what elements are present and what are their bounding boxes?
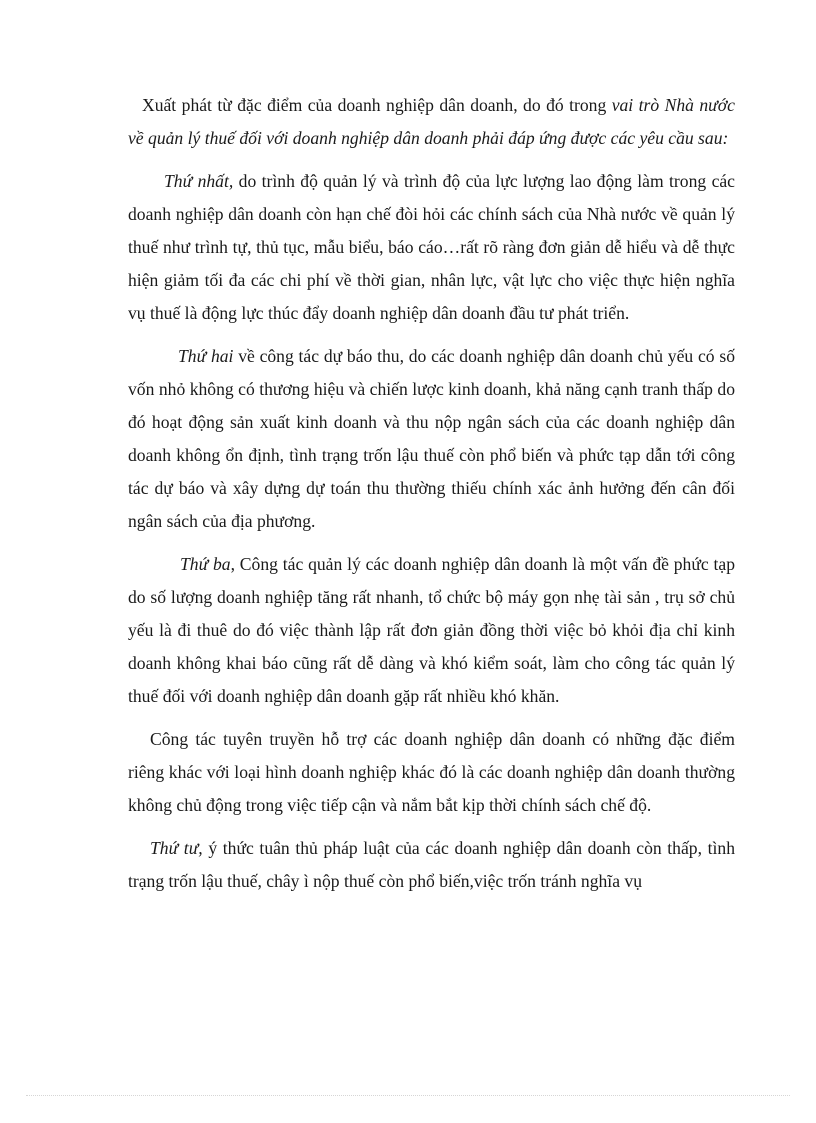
- third-point-text: , Công tác quản lý các doanh nghiệp dân doanh là một vấn đề phức tạp do số lượng doanh nghiệp tăng rất nhanh, tổ chức bộ máy gọn nhẹ tài sản , trụ sở chủ yếu là đi thuê do đó việc thành lập rất đơn giản đồng thời việc bỏ khỏi địa chỉ kinh doanh không khai báo cũng rất dễ dàng và khó kiểm soát, làm cho công tác quản lý thuế đối với doanh nghiệp dân doanh gặp rất nhiều khó khăn.: [128, 554, 735, 706]
- intro-emphasis-text: vai trò Nhà nước về quản lý thuế đối với doanh nghiệp dân doanh phải đáp ứng được các yêu cầu sau:: [128, 95, 735, 148]
- fourth-point-heading: Thứ tư,: [150, 838, 203, 858]
- paragraph-second-point: [128, 340, 735, 538]
- fourth-point-text: ý thức tuân thủ pháp luật của các doanh nghiệp dân doanh còn thấp, tình trạng trốn lậu thuế, chây ì nộp thuế còn phổ biến,việc trốn tránh nghĩa vụ: [128, 838, 735, 891]
- first-point-heading: Thứ nhất,: [164, 171, 234, 191]
- first-point-text: do trình độ quản lý và trình độ của lực lượng lao động làm trong các doanh nghiệp dân doanh còn hạn chế đòi hỏi các chính sách của Nhà nước về quản lý thuế như trình tự, thủ tục, mẫu biểu, báo cáo…rất rõ ràng đơn giản dễ hiểu và dễ thực hiện giảm tối đa các chi phí về thời gian, nhân lực, vật lực cho việc thực hiện nghĩa vụ thuế là động lực thúc đẩy doanh nghiệp dân doanh đầu tư phát triển.: [128, 171, 735, 323]
- second-point-heading: Thứ hai: [178, 346, 234, 366]
- paragraph-communication: [128, 723, 735, 822]
- second-point-text: về công tác dự báo thu, do các doanh nghiệp dân doanh chủ yếu có số vốn nhỏ không có thương hiệu và chiến lược kinh doanh, khả năng cạnh tranh thấp do đó hoạt động sản xuất kinh doanh và thu nộp ngân sách của các doanh nghiệp dân doanh không ổn định, tình trạng trốn lậu thuế còn phổ biến và phức tạp dẫn tới công tác dự báo và xây dựng dự toán thu thường thiếu chính xác ảnh hưởng đến cân đối ngân sách của địa phương.: [128, 346, 735, 531]
- third-point-heading: Thứ ba: [180, 554, 231, 574]
- document-body: [128, 89, 735, 898]
- paragraph-first-point: [128, 165, 735, 330]
- paragraph-third-point: [128, 548, 735, 713]
- paragraph-fourth-point: [128, 832, 735, 898]
- intro-lead-text: Xuất phát từ đặc điểm của doanh nghiệp dân doanh, do đó trong: [142, 95, 612, 115]
- page-bottom-divider: [26, 1095, 790, 1096]
- paragraph-intro: [128, 89, 735, 155]
- communication-text: Công tác tuyên truyền hỗ trợ các doanh nghiệp dân doanh có những đặc điểm riêng khác với loại hình doanh nghiệp khác đó là các doanh nghiệp dân doanh thường không chủ động trong việc tiếp cận và nắm bắt kịp thời chính sách chế độ.: [128, 729, 735, 815]
